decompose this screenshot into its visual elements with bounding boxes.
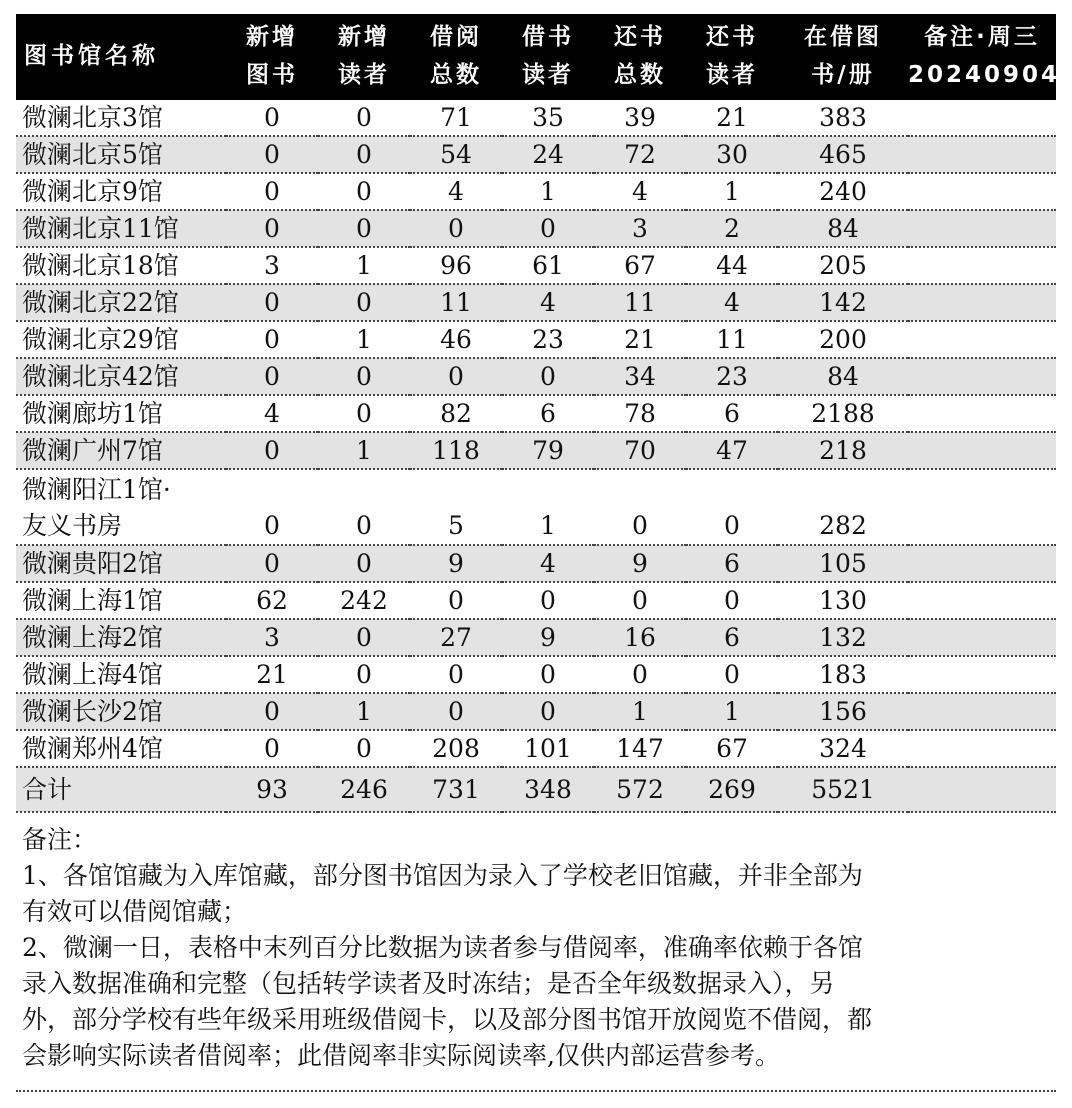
return-total-cell: 70 <box>594 432 686 469</box>
borrow-readers-cell: 348 <box>502 767 594 812</box>
note-cell <box>908 247 1056 284</box>
on-loan-cell: 156 <box>778 693 908 730</box>
header-row <box>16 14 1056 100</box>
new-books-cell: 3 <box>226 619 318 656</box>
borrow-readers-cell: 4 <box>502 545 594 582</box>
new-books-cell: 0 <box>226 100 318 136</box>
new-readers-cell: 0 <box>318 545 410 582</box>
new-readers-cell: 0 <box>318 358 410 395</box>
note-cell <box>908 619 1056 656</box>
return-total-cell: 16 <box>594 619 686 656</box>
total-row <box>16 767 1056 812</box>
table-row <box>16 432 1056 469</box>
table-row <box>16 100 1056 136</box>
library-name-cell: 微澜广州7馆 <box>16 432 226 469</box>
borrow-total-cell: 4 <box>410 173 502 210</box>
new-readers-cell: 246 <box>318 767 410 812</box>
note-cell <box>908 469 1056 545</box>
note-cell <box>908 210 1056 247</box>
library-stats-table <box>16 14 1061 813</box>
library-name-cell: 微澜北京11馆 <box>16 210 226 247</box>
new-readers-cell: 0 <box>318 100 410 136</box>
library-name-cell: 微澜贵阳2馆 <box>16 545 226 582</box>
column-header <box>908 14 1061 100</box>
borrow-readers-cell: 0 <box>502 693 594 730</box>
note-cell <box>908 358 1056 395</box>
on-loan-cell: 324 <box>778 730 908 767</box>
on-loan-cell: 183 <box>778 656 908 693</box>
return-readers-cell: 1 <box>686 173 778 210</box>
new-readers-cell: 1 <box>318 432 410 469</box>
borrow-readers-cell: 1 <box>502 469 594 545</box>
borrow-total-cell: 208 <box>410 730 502 767</box>
library-name-cell: 微澜北京29馆 <box>16 321 226 358</box>
return-readers-cell: 23 <box>686 358 778 395</box>
note-cell <box>908 136 1056 173</box>
borrow-total-cell: 27 <box>410 619 502 656</box>
return-total-cell: 67 <box>594 247 686 284</box>
table-row <box>16 321 1056 358</box>
new-readers-cell: 1 <box>318 321 410 358</box>
new-readers-cell: 0 <box>318 173 410 210</box>
borrow-readers-cell: 0 <box>502 656 594 693</box>
note-line: 录入数据准确和完整（包括转学读者及时冻结；是否全年级数据录入），另 <box>22 969 835 998</box>
new-books-cell: 0 <box>226 136 318 173</box>
library-name-cell: 微澜北京9馆 <box>16 173 226 210</box>
bottom-divider <box>16 1090 1056 1092</box>
column-header <box>502 14 594 100</box>
new-books-cell: 0 <box>226 210 318 247</box>
borrow-total-cell: 0 <box>410 656 502 693</box>
note-line: 1、各馆馆藏为入库馆藏，部分图书馆因为录入了学校老旧馆藏，并非全部为 <box>22 861 863 890</box>
column-header-text: 读者 <box>338 62 390 88</box>
borrow-total-cell: 0 <box>410 582 502 619</box>
return-total-cell: 78 <box>594 395 686 432</box>
column-header-text: 新增 <box>338 24 390 50</box>
column-header-text: 备注·周三 <box>924 24 1040 50</box>
table-row <box>16 582 1056 619</box>
table-row <box>16 395 1056 432</box>
borrow-readers-cell: 61 <box>502 247 594 284</box>
return-total-cell: 147 <box>594 730 686 767</box>
column-header <box>16 14 226 100</box>
table-row <box>16 693 1056 730</box>
on-loan-cell: 218 <box>778 432 908 469</box>
library-name-cell: 微澜北京5馆 <box>16 136 226 173</box>
column-header <box>594 14 686 100</box>
library-name-cell: 微澜上海2馆 <box>16 619 226 656</box>
borrow-total-cell: 96 <box>410 247 502 284</box>
on-loan-cell: 383 <box>778 100 908 136</box>
library-name-cell <box>16 469 226 545</box>
borrow-readers-cell: 23 <box>502 321 594 358</box>
column-header-text: 在借图 <box>804 24 882 50</box>
return-total-cell: 9 <box>594 545 686 582</box>
return-readers-cell: 11 <box>686 321 778 358</box>
on-loan-cell: 84 <box>778 210 908 247</box>
return-total-cell: 0 <box>594 469 686 545</box>
library-name-cell: 微澜廊坊1馆 <box>16 395 226 432</box>
on-loan-cell: 84 <box>778 358 908 395</box>
return-total-cell: 72 <box>594 136 686 173</box>
library-name-line: 友义书房 <box>22 511 123 540</box>
return-total-cell: 0 <box>594 582 686 619</box>
borrow-total-cell: 71 <box>410 100 502 136</box>
notes-section <box>22 822 1052 1074</box>
new-readers-cell: 0 <box>318 395 410 432</box>
column-header-text: 还书 <box>706 24 758 50</box>
return-readers-cell: 0 <box>686 582 778 619</box>
table-body <box>16 100 1056 812</box>
return-readers-cell: 4 <box>686 284 778 321</box>
borrow-readers-cell: 1 <box>502 173 594 210</box>
column-header <box>318 14 410 100</box>
return-total-cell: 21 <box>594 321 686 358</box>
new-books-cell: 0 <box>226 432 318 469</box>
library-name-cell: 微澜上海1馆 <box>16 582 226 619</box>
table-row <box>16 136 1056 173</box>
return-readers-cell: 6 <box>686 395 778 432</box>
borrow-total-cell: 82 <box>410 395 502 432</box>
table-row <box>16 656 1056 693</box>
borrow-readers-cell: 0 <box>502 582 594 619</box>
borrow-total-cell: 9 <box>410 545 502 582</box>
borrow-total-cell: 11 <box>410 284 502 321</box>
return-total-cell: 1 <box>594 693 686 730</box>
table-row <box>16 730 1056 767</box>
column-header-text: 20240904 <box>908 62 1061 88</box>
new-books-cell: 0 <box>226 469 318 545</box>
column-header <box>226 14 318 100</box>
library-stats-sheet <box>16 14 1061 813</box>
borrow-total-cell: 0 <box>410 210 502 247</box>
new-readers-cell: 1 <box>318 693 410 730</box>
note-line: 外，部分学校有些年级采用班级借阅卡，以及部分图书馆开放阅览不借阅，都 <box>22 1005 873 1034</box>
note-cell <box>908 545 1056 582</box>
return-total-cell: 572 <box>594 767 686 812</box>
note-cell <box>908 767 1056 812</box>
new-books-cell: 0 <box>226 321 318 358</box>
return-total-cell: 3 <box>594 210 686 247</box>
column-header-text: 总数 <box>430 62 482 88</box>
column-header <box>778 14 908 100</box>
return-readers-cell: 21 <box>686 100 778 136</box>
note-cell <box>908 173 1056 210</box>
new-books-cell: 62 <box>226 582 318 619</box>
borrow-total-cell: 731 <box>410 767 502 812</box>
on-loan-cell: 132 <box>778 619 908 656</box>
new-readers-cell: 0 <box>318 619 410 656</box>
note-cell <box>908 432 1056 469</box>
column-header-text: 图书 <box>246 62 298 88</box>
library-name-cell: 微澜北京22馆 <box>16 284 226 321</box>
return-readers-cell: 44 <box>686 247 778 284</box>
return-readers-cell: 0 <box>686 656 778 693</box>
new-readers-cell: 0 <box>318 469 410 545</box>
column-header-text: 书/册 <box>811 62 875 88</box>
column-header-text: 读者 <box>706 62 758 88</box>
table-row <box>16 358 1056 395</box>
table-row <box>16 210 1056 247</box>
borrow-readers-cell: 101 <box>502 730 594 767</box>
note-cell <box>908 100 1056 136</box>
new-readers-cell: 242 <box>318 582 410 619</box>
borrow-total-cell: 0 <box>410 693 502 730</box>
library-name-cell: 合计 <box>16 767 226 812</box>
new-books-cell: 4 <box>226 395 318 432</box>
return-readers-cell: 269 <box>686 767 778 812</box>
on-loan-cell: 200 <box>778 321 908 358</box>
column-header-text: 借阅 <box>430 24 482 50</box>
borrow-total-cell: 5 <box>410 469 502 545</box>
new-readers-cell: 0 <box>318 730 410 767</box>
table-row <box>16 545 1056 582</box>
new-readers-cell: 0 <box>318 136 410 173</box>
library-name-cell: 微澜北京42馆 <box>16 358 226 395</box>
note-cell <box>908 730 1056 767</box>
borrow-total-cell: 46 <box>410 321 502 358</box>
column-header-text: 还书 <box>614 24 666 50</box>
notes-title: 备注： <box>22 825 98 854</box>
note-line: 2、微澜一日，表格中末列百分比数据为读者参与借阅率，准确率依赖于各馆 <box>22 933 863 962</box>
borrow-readers-cell: 79 <box>502 432 594 469</box>
borrow-readers-cell: 0 <box>502 358 594 395</box>
new-readers-cell: 0 <box>318 656 410 693</box>
borrow-readers-cell: 24 <box>502 136 594 173</box>
column-header-text: 读者 <box>522 62 574 88</box>
note-cell <box>908 582 1056 619</box>
on-loan-cell: 5521 <box>778 767 908 812</box>
return-readers-cell: 6 <box>686 545 778 582</box>
new-books-cell: 0 <box>226 173 318 210</box>
return-readers-cell: 0 <box>686 469 778 545</box>
borrow-readers-cell: 4 <box>502 284 594 321</box>
table-row <box>16 619 1056 656</box>
return-total-cell: 4 <box>594 173 686 210</box>
new-books-cell: 0 <box>226 358 318 395</box>
library-name-cell: 微澜北京18馆 <box>16 247 226 284</box>
column-header-text: 新增 <box>246 24 298 50</box>
on-loan-cell: 465 <box>778 136 908 173</box>
note-line: 有效可以借阅馆藏； <box>22 897 248 926</box>
borrow-total-cell: 118 <box>410 432 502 469</box>
library-name-line: 微澜阳江1馆· <box>22 475 171 504</box>
on-loan-cell: 205 <box>778 247 908 284</box>
on-loan-cell: 105 <box>778 545 908 582</box>
borrow-readers-cell: 35 <box>502 100 594 136</box>
return-total-cell: 39 <box>594 100 686 136</box>
note-cell <box>908 395 1056 432</box>
note-cell <box>908 693 1056 730</box>
library-name-cell: 微澜北京3馆 <box>16 100 226 136</box>
borrow-total-cell: 0 <box>410 358 502 395</box>
column-header-text: 总数 <box>614 62 666 88</box>
new-books-cell: 3 <box>226 247 318 284</box>
note-line: 会影响实际读者借阅率；此借阅率非实际阅读率,仅供内部运营参考。 <box>22 1041 780 1070</box>
new-books-cell: 0 <box>226 284 318 321</box>
on-loan-cell: 282 <box>778 469 908 545</box>
borrow-readers-cell: 0 <box>502 210 594 247</box>
new-books-cell: 0 <box>226 545 318 582</box>
column-header <box>686 14 778 100</box>
return-readers-cell: 30 <box>686 136 778 173</box>
return-total-cell: 11 <box>594 284 686 321</box>
return-total-cell: 34 <box>594 358 686 395</box>
new-books-cell: 0 <box>226 693 318 730</box>
table-row <box>16 469 1056 545</box>
return-readers-cell: 1 <box>686 693 778 730</box>
table-row <box>16 173 1056 210</box>
library-name-cell: 微澜郑州4馆 <box>16 730 226 767</box>
note-cell <box>908 321 1056 358</box>
library-name-cell: 微澜上海4馆 <box>16 656 226 693</box>
return-readers-cell: 47 <box>686 432 778 469</box>
note-cell <box>908 656 1056 693</box>
new-readers-cell: 1 <box>318 247 410 284</box>
return-readers-cell: 2 <box>686 210 778 247</box>
new-books-cell: 21 <box>226 656 318 693</box>
borrow-readers-cell: 6 <box>502 395 594 432</box>
on-loan-cell: 2188 <box>778 395 908 432</box>
return-readers-cell: 67 <box>686 730 778 767</box>
new-books-cell: 93 <box>226 767 318 812</box>
table-row <box>16 247 1056 284</box>
on-loan-cell: 142 <box>778 284 908 321</box>
new-books-cell: 0 <box>226 730 318 767</box>
borrow-readers-cell: 9 <box>502 619 594 656</box>
column-header <box>410 14 502 100</box>
new-readers-cell: 0 <box>318 210 410 247</box>
note-cell <box>908 284 1056 321</box>
on-loan-cell: 240 <box>778 173 908 210</box>
column-header-text: 图书馆名称 <box>24 43 159 69</box>
return-total-cell: 0 <box>594 656 686 693</box>
on-loan-cell: 130 <box>778 582 908 619</box>
table-row <box>16 284 1056 321</box>
column-header-text: 借书 <box>522 24 574 50</box>
new-readers-cell: 0 <box>318 284 410 321</box>
borrow-total-cell: 54 <box>410 136 502 173</box>
library-name-cell: 微澜长沙2馆 <box>16 693 226 730</box>
return-readers-cell: 6 <box>686 619 778 656</box>
